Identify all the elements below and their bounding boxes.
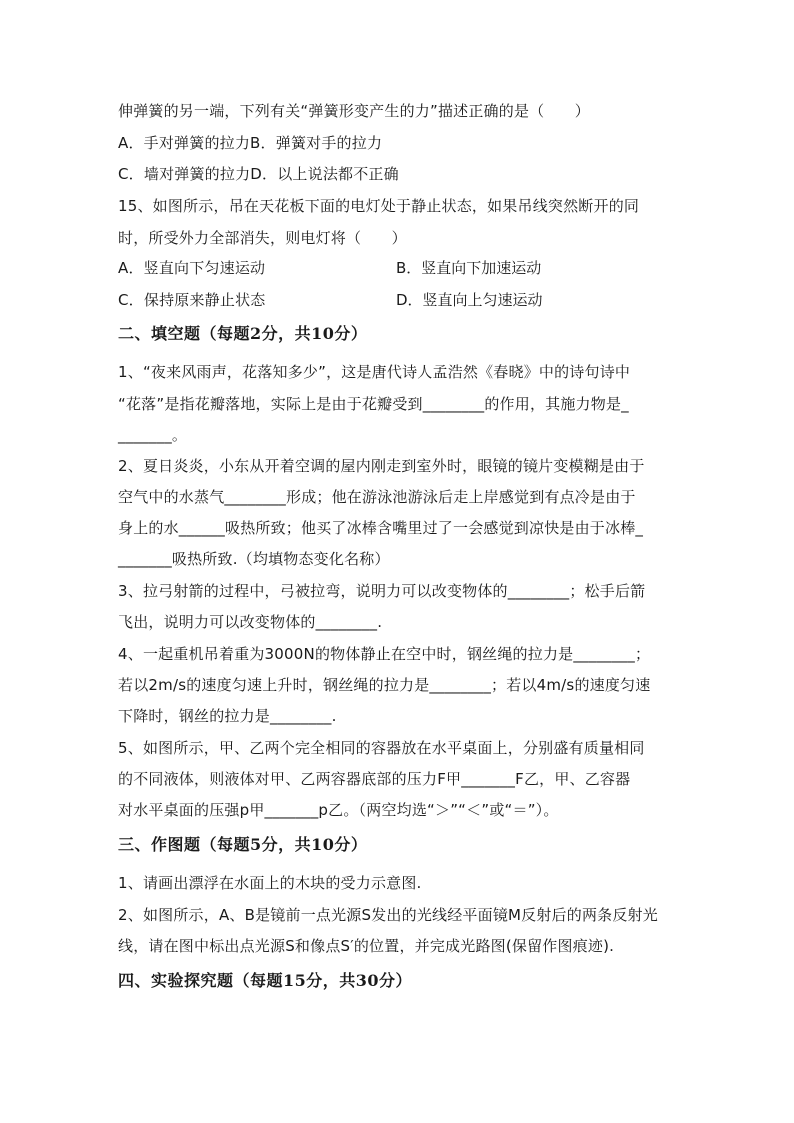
section-2-heading: 二、填空题（每题2分，共10分） — [118, 324, 368, 343]
q14-options-cd: C．墙对弹簧的拉力D．以上说法都不正确 — [118, 165, 399, 183]
s3-q2-line-2: 线，请在图中标出点光源S和像点S′的位置，并完成光路图(保留作图痕迹). — [118, 937, 615, 955]
s2-q2-line-3: 身上的水______吸热所致；他买了冰棒含嘴里过了一会感觉到凉快是由于冰棒_ — [118, 519, 644, 537]
q15-option-b: B．竖直向下加速运动 — [396, 259, 542, 277]
q15-line-1: 15、如图所示，吊在天花板下面的电灯处于静止状态，如果吊线突然断开的同 — [118, 197, 640, 215]
s2-q3-line-1: 3、拉弓射箭的过程中，弓被拉弯，说明力可以改变物体的________；松手后箭 — [118, 582, 646, 600]
s2-q2-line-1: 2、夏日炎炎，小东从开着空调的屋内刚走到室外时，眼镜的镜片变模糊是由于 — [118, 457, 645, 475]
s2-q1-line-2: “花落”是指花瓣落地，实际上是由于花瓣受到________的作用，其施力物是_ — [118, 395, 629, 413]
s2-q5-line-2: 的不同液体，则液体对甲、乙两容器底部的压力F甲_______F乙，甲、乙容器 — [118, 770, 631, 788]
s2-q2-line-2: 空气中的水蒸气________形成；他在游泳池游泳后走上岸感觉到有点冷是由于 — [118, 488, 636, 506]
section-4-heading: 四、实验探究题（每题15分，共30分） — [118, 971, 413, 990]
s2-q4-line-2: 若以2m/s的速度匀速上升时，钢丝绳的拉力是________；若以4m/s的速度匀速 — [118, 676, 651, 694]
s2-q4-line-1: 4、一起重机吊着重为3000N的物体静止在空中时，钢丝绳的拉力是________； — [118, 645, 651, 663]
s2-q4-line-3: 下降时，钢丝的拉力是________. — [118, 707, 337, 725]
section-3-heading: 三、作图题（每题5分，共10分） — [118, 835, 368, 854]
s2-q2-line-4: _______吸热所致.（均填物态变化名称） — [118, 550, 390, 568]
s2-q5-line-3: 对水平桌面的压强p甲_______p乙。（两空均选“＞”“＜”或“＝”）。 — [118, 801, 559, 819]
s2-q1-line-3: _______。 — [118, 426, 188, 444]
s2-q3-line-2: 飞出，说明力可以改变物体的________. — [118, 613, 383, 631]
q15-option-a: A．竖直向下匀速运动 — [118, 259, 266, 277]
s3-q1: 1、请画出漂浮在水面上的木块的受力示意图. — [118, 874, 422, 892]
q14-continuation: 伸弹簧的另一端，下列有关“弹簧形变产生的力”描述正确的是（ ） — [118, 102, 590, 120]
q15-option-c: C．保持原来静止状态 — [118, 291, 266, 309]
s2-q5-line-1: 5、如图所示，甲、乙两个完全相同的容器放在水平桌面上，分别盛有质量相同 — [118, 739, 645, 757]
q15-line-2: 时，所受外力全部消失，则电灯将（ ） — [118, 229, 407, 247]
q14-options-ab: A．手对弹簧的拉力B．弹簧对手的拉力 — [118, 134, 383, 152]
q15-option-d: D．竖直向上匀速运动 — [396, 291, 543, 309]
s3-q2-line-1: 2、如图所示，A、B是镜前一点光源S发出的光线经平面镜M反射后的两条反射光 — [118, 906, 658, 924]
s2-q1-line-1: 1、“夜来风雨声，花落知多少”，这是唐代诗人孟浩然《春晓》中的诗句诗中 — [118, 363, 631, 381]
